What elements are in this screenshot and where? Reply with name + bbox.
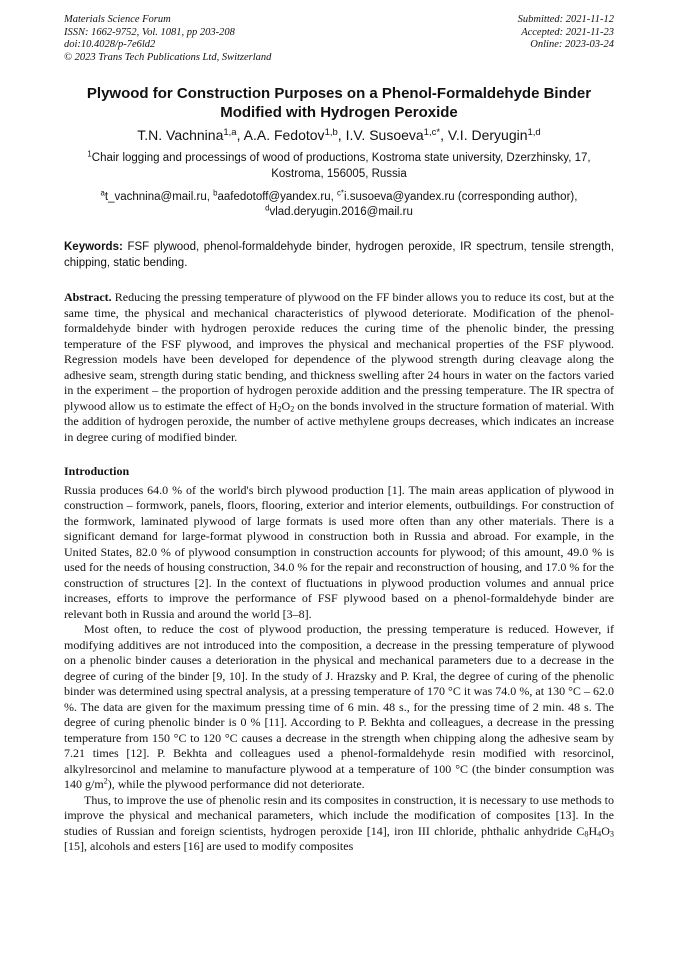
keywords-label: Keywords: bbox=[64, 241, 123, 253]
author: A.A. Fedotov$^{1,b}$, bbox=[243, 126, 346, 143]
author: V.I. Deryugin$^{1,d}$ bbox=[447, 126, 541, 143]
abstract-label: Abstract. bbox=[64, 290, 112, 304]
doi: doi:10.4028/p-7e6ld2 bbox=[64, 39, 156, 50]
issn: ISSN: 1662-9752, Vol. 1081, pp 203-208 bbox=[64, 26, 235, 38]
author-list bbox=[64, 126, 614, 144]
author-emails: $^a$t_vachnina@mail.ru, $^b$aafedotoff@yandex.ru, $^{c*}$i.susoeva@yandex.ru (corresponding author), $^d$vlad.deryugin.2016@mail.ru bbox=[100, 188, 578, 218]
email-link[interactable]: aafedotoff@yandex.ru, bbox=[217, 191, 337, 203]
paper-page bbox=[64, 14, 614, 867]
email-link[interactable]: t_vachnina@mail.ru, bbox=[104, 191, 214, 203]
author: T.N. Vachnina$^{1,a}$, bbox=[137, 126, 244, 143]
section-heading: Introduction bbox=[64, 464, 130, 478]
publication-dates bbox=[518, 14, 614, 64]
publication-header bbox=[64, 14, 614, 64]
accepted-date: Accepted: 2021-11-23 bbox=[521, 26, 614, 38]
paragraph: Most often, to reduce the cost of plywood production, the pressing temperature is reduced. However, if modifying additives are not introduced into the composition, a decrease in the pressing temperature of plywood on a phenolic binder causes a deterioration in the physical and mechanical parameters due to a decrease in the degree of curing of the binder [9, 10]. In the study of J. Hrazsky and P. Kral, the degree of curing of the phenolic binder was determined using spectral analysis, at a pressing temperature of 170 °C it was 74.0 %, at 130 °C – 62.0 %. The data are given for the maximum pressing time of 6 min. 48 s., for the pressing time of 2 min. 48 s. The degree of curing phenolic binder is 0 % [11]. According to P. Bekhta and colleagues, a decrease in the pressing temperature from 150 °C to 120 °C causes a decrease in the strength when chipping along the adhesive seam by 7.21 times [12]. P. Bekhta and colleagues used a phenol-formaldehyde resin modified with resorcinol, alkylresorcinol and melamine to manufacture plywood at a temperature of 100 °C (the binder consumption was 140 $g/m^2$), while the plywood performance did not deteriorate. bbox=[64, 622, 614, 791]
author: I.V. Susoeva$^{1,c*}$, bbox=[345, 126, 448, 143]
keywords bbox=[64, 240, 614, 271]
affiliation: $^1$Chair logging and processings of wood of productions, Kostroma state university, Dzerzhinsky, 17, Kostroma, 156005, Russia bbox=[87, 149, 591, 180]
submitted-date: Submitted: 2021-11-12 bbox=[517, 14, 614, 25]
keywords-text: FSF plywood, phenol-formaldehyde binder, hydrogen peroxide, IR spectrum, tensile strength, chipping, static bending. bbox=[64, 241, 614, 269]
paragraph: Russia produces 64.0 % of the world's birch plywood production [1]. The main areas application of plywood in construction – formwork, panels, floors, flooring, exterior and interior elements, outbuildings. For construction of the formwork, laminated plywood of large formats is used more often than any other materials. There is a significant demand for large-format plywood in construction both in Russia and abroad. For example, in the United States, 82.0 % of plywood consumption in construction accounts for plywood; of this amount, 49.0 % is used for the needs of housing construction, 34.0 % for the repair and reconstruction of housing, and 17.0 % for the construction of structures [2]. In the context of fluctuations in plywood production volumes and annual price increases, efforts to improve the performance of FSF plywood based on a phenol-formaldehyde binder are relevant both in Russia and around the world [3–8]. bbox=[64, 482, 614, 621]
email-link[interactable]: i.susoeva@yandex.ru (corresponding author), bbox=[343, 191, 578, 203]
online-date: Online: 2023-03-24 bbox=[530, 39, 614, 50]
journal-name: Materials Science Forum bbox=[64, 14, 171, 25]
journal-info bbox=[64, 14, 271, 64]
email-link[interactable]: vlad.deryugin.2016@mail.ru bbox=[269, 206, 413, 218]
paper-title: Plywood for Construction Purposes on a Phenol-Formaldehyde Binder Modified with Hydrogen Peroxide bbox=[86, 85, 592, 121]
paragraph: Thus, to improve the use of phenolic resin and its composites in construction, it is necessary to use methods to improve the physical and mechanical parameters, which include the modification of composites [13]. In the studies of Russian and foreign scientists, hydrogen peroxide [14], iron III chloride, phthalic anhydride $C_8H_4O_3$ [15], alcohols and esters [16] are used to modify composites bbox=[64, 792, 614, 853]
abstract: Abstract. Reducing the pressing temperature of plywood on the FF binder allows you to reduce its cost, but at the same time, the physical and mechanical characteristics of plywood deteriorate. Modification of the phenol-formaldehyde binder with hydrogen peroxide reduces the curing time of the phenolic binder, the pressing temperature of the FSF plywood, and improves the physical and mechanical properties of the FSF plywood. Regression models have been developed for dependence of the plywood strength during cleavage along the adhesive seam, strength during static bending, and thickness swelling after 24 hours in water on the factors varied in the experiment – the proportion of hydrogen peroxide addition and the pressing temperature. The IR spectra of plywood allow us to estimate the effect of $H_2O_2$ on the bonds involved in the structure formation of material. With the addition of hydrogen peroxide, the number of active methylene groups decreases, which indicates an increase in degree curing of modified binder. bbox=[64, 290, 614, 444]
copyright: © 2023 Trans Tech Publications Ltd, Switzerland bbox=[64, 51, 272, 63]
